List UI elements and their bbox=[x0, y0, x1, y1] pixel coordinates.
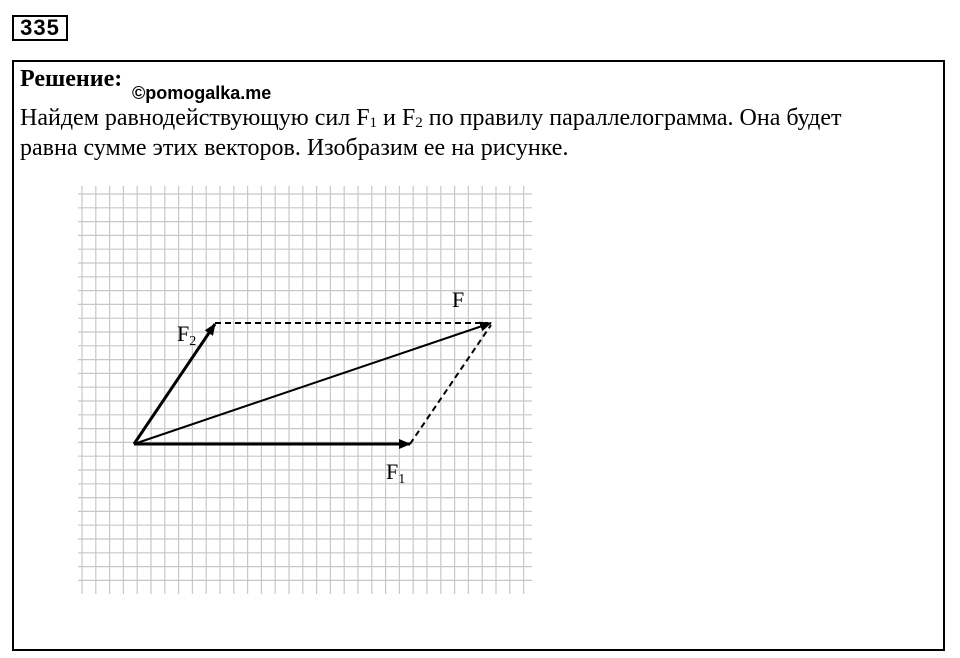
text-sub-1: 1 bbox=[369, 115, 378, 131]
label-f: F bbox=[452, 287, 465, 312]
text-part-3: по правилу параллелограмма. Она будет равна сумме этих векторов. Изобразим ее на рисунке. bbox=[20, 105, 842, 161]
text-sub-2: 2 bbox=[415, 115, 423, 131]
vector-f2 bbox=[134, 324, 215, 444]
label-f1-sub: 1 bbox=[398, 472, 406, 487]
text-part-1: Найдем равнодействующую сил F bbox=[20, 105, 370, 131]
text-part-2: и F bbox=[377, 105, 416, 131]
label-f2-sub: 2 bbox=[189, 334, 197, 349]
label-f1-base: F bbox=[386, 459, 399, 484]
dashed-right-side bbox=[410, 325, 491, 444]
label-f1 bbox=[386, 459, 405, 487]
label-f2-base: F bbox=[177, 321, 190, 346]
label-f2 bbox=[177, 321, 196, 349]
watermark: ©pomogalka.me bbox=[132, 83, 272, 103]
graph-paper-grid bbox=[78, 186, 532, 594]
problem-number: 335 bbox=[12, 15, 68, 41]
solution-heading: Решение: bbox=[20, 66, 123, 92]
